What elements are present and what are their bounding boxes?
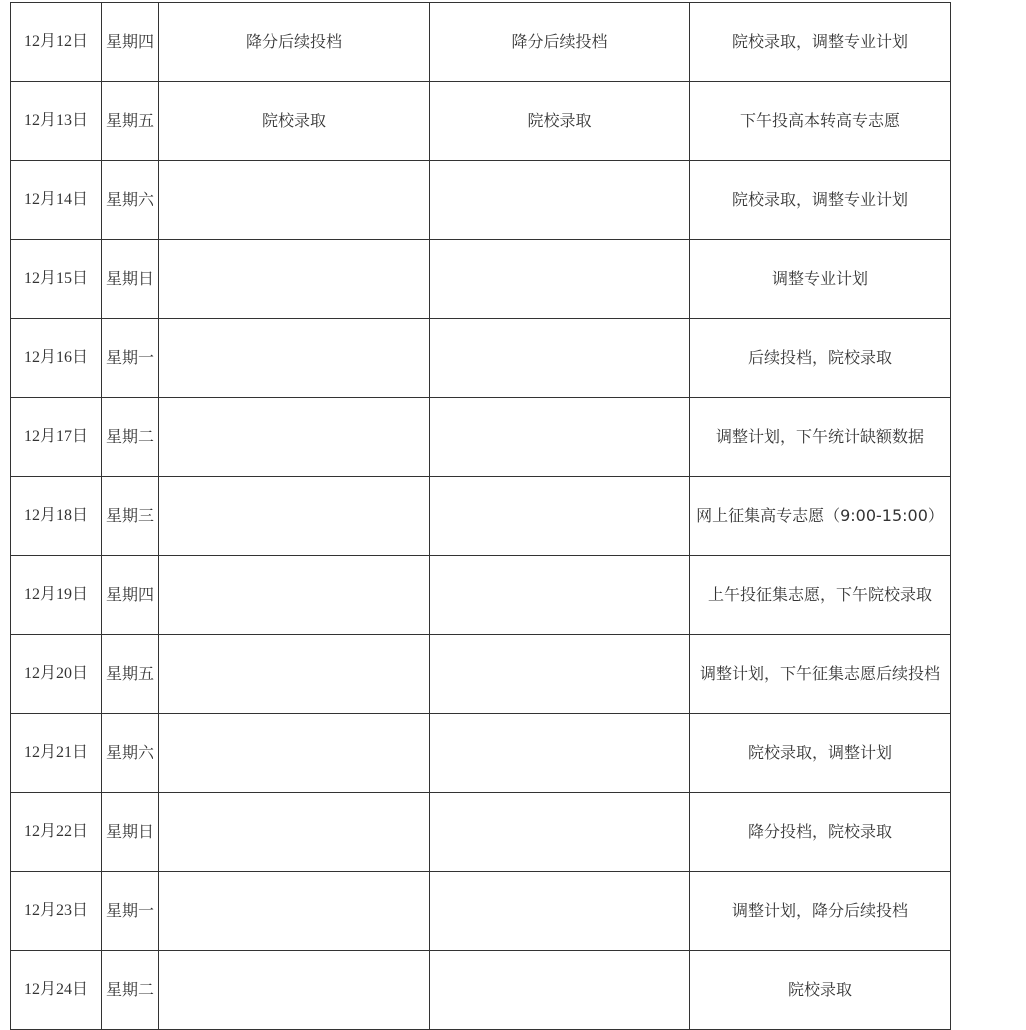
schedule-cell-1 xyxy=(159,319,430,398)
schedule-cell-3: 调整计划，降分后续投档 xyxy=(690,872,951,951)
schedule-cell-3: 上午投征集志愿，下午院校录取 xyxy=(690,556,951,635)
weekday-cell: 星期日 xyxy=(102,793,159,872)
date-cell: 12月12日 xyxy=(11,3,102,82)
schedule-cell-1 xyxy=(159,951,430,1030)
schedule-cell-1 xyxy=(159,793,430,872)
schedule-cell-3: 下午投高本转高专志愿 xyxy=(690,82,951,161)
schedule-cell-1 xyxy=(159,240,430,319)
weekday-cell: 星期一 xyxy=(102,872,159,951)
table-row xyxy=(11,3,951,82)
schedule-cell-2 xyxy=(430,398,690,477)
schedule-cell-2 xyxy=(430,793,690,872)
schedule-cell-3: 院校录取，调整专业计划 xyxy=(690,161,951,240)
schedule-cell-2 xyxy=(430,319,690,398)
table-row xyxy=(11,319,951,398)
table-row xyxy=(11,161,951,240)
table-row xyxy=(11,872,951,951)
weekday-cell: 星期二 xyxy=(102,951,159,1030)
schedule-cell-1: 降分后续投档 xyxy=(159,3,430,82)
date-cell: 12月23日 xyxy=(11,872,102,951)
weekday-cell: 星期四 xyxy=(102,556,159,635)
table-row xyxy=(11,398,951,477)
table-row xyxy=(11,556,951,635)
schedule-cell-1 xyxy=(159,714,430,793)
date-cell: 12月17日 xyxy=(11,398,102,477)
schedule-cell-2 xyxy=(430,477,690,556)
weekday-cell: 星期二 xyxy=(102,398,159,477)
weekday-cell: 星期三 xyxy=(102,477,159,556)
schedule-cell-2: 院校录取 xyxy=(430,82,690,161)
date-cell: 12月18日 xyxy=(11,477,102,556)
schedule-cell-3: 院校录取 xyxy=(690,951,951,1030)
schedule-cell-3: 网上征集高专志愿（9:00-15:00） xyxy=(690,477,951,556)
schedule-cell-3: 院校录取，调整计划 xyxy=(690,714,951,793)
date-cell: 12月19日 xyxy=(11,556,102,635)
admission-schedule-table xyxy=(10,2,951,1030)
schedule-cell-3: 后续投档，院校录取 xyxy=(690,319,951,398)
weekday-cell: 星期六 xyxy=(102,714,159,793)
schedule-cell-3: 调整计划，下午统计缺额数据 xyxy=(690,398,951,477)
schedule-cell-1 xyxy=(159,398,430,477)
date-cell: 12月14日 xyxy=(11,161,102,240)
schedule-cell-2: 降分后续投档 xyxy=(430,3,690,82)
date-cell: 12月15日 xyxy=(11,240,102,319)
schedule-cell-2 xyxy=(430,240,690,319)
table-row xyxy=(11,82,951,161)
table-row xyxy=(11,951,951,1030)
schedule-cell-3: 院校录取，调整专业计划 xyxy=(690,3,951,82)
date-cell: 12月16日 xyxy=(11,319,102,398)
schedule-body xyxy=(11,3,951,1030)
schedule-cell-2 xyxy=(430,951,690,1030)
schedule-cell-2 xyxy=(430,556,690,635)
schedule-cell-2 xyxy=(430,635,690,714)
schedule-cell-2 xyxy=(430,161,690,240)
schedule-cell-1 xyxy=(159,635,430,714)
date-cell: 12月20日 xyxy=(11,635,102,714)
schedule-cell-2 xyxy=(430,872,690,951)
table-row xyxy=(11,477,951,556)
schedule-cell-2 xyxy=(430,714,690,793)
schedule-cell-3: 调整计划，下午征集志愿后续投档 xyxy=(690,635,951,714)
table-row xyxy=(11,240,951,319)
schedule-cell-1 xyxy=(159,556,430,635)
schedule-cell-1 xyxy=(159,477,430,556)
date-cell: 12月24日 xyxy=(11,951,102,1030)
schedule-cell-1 xyxy=(159,161,430,240)
schedule-cell-3: 调整专业计划 xyxy=(690,240,951,319)
schedule-cell-1 xyxy=(159,872,430,951)
weekday-cell: 星期五 xyxy=(102,82,159,161)
date-cell: 12月13日 xyxy=(11,82,102,161)
date-cell: 12月22日 xyxy=(11,793,102,872)
weekday-cell: 星期五 xyxy=(102,635,159,714)
table-row xyxy=(11,635,951,714)
schedule-cell-1: 院校录取 xyxy=(159,82,430,161)
weekday-cell: 星期一 xyxy=(102,319,159,398)
weekday-cell: 星期六 xyxy=(102,161,159,240)
date-cell: 12月21日 xyxy=(11,714,102,793)
table-row xyxy=(11,714,951,793)
weekday-cell: 星期四 xyxy=(102,3,159,82)
table-row xyxy=(11,793,951,872)
schedule-cell-3: 降分投档，院校录取 xyxy=(690,793,951,872)
weekday-cell: 星期日 xyxy=(102,240,159,319)
